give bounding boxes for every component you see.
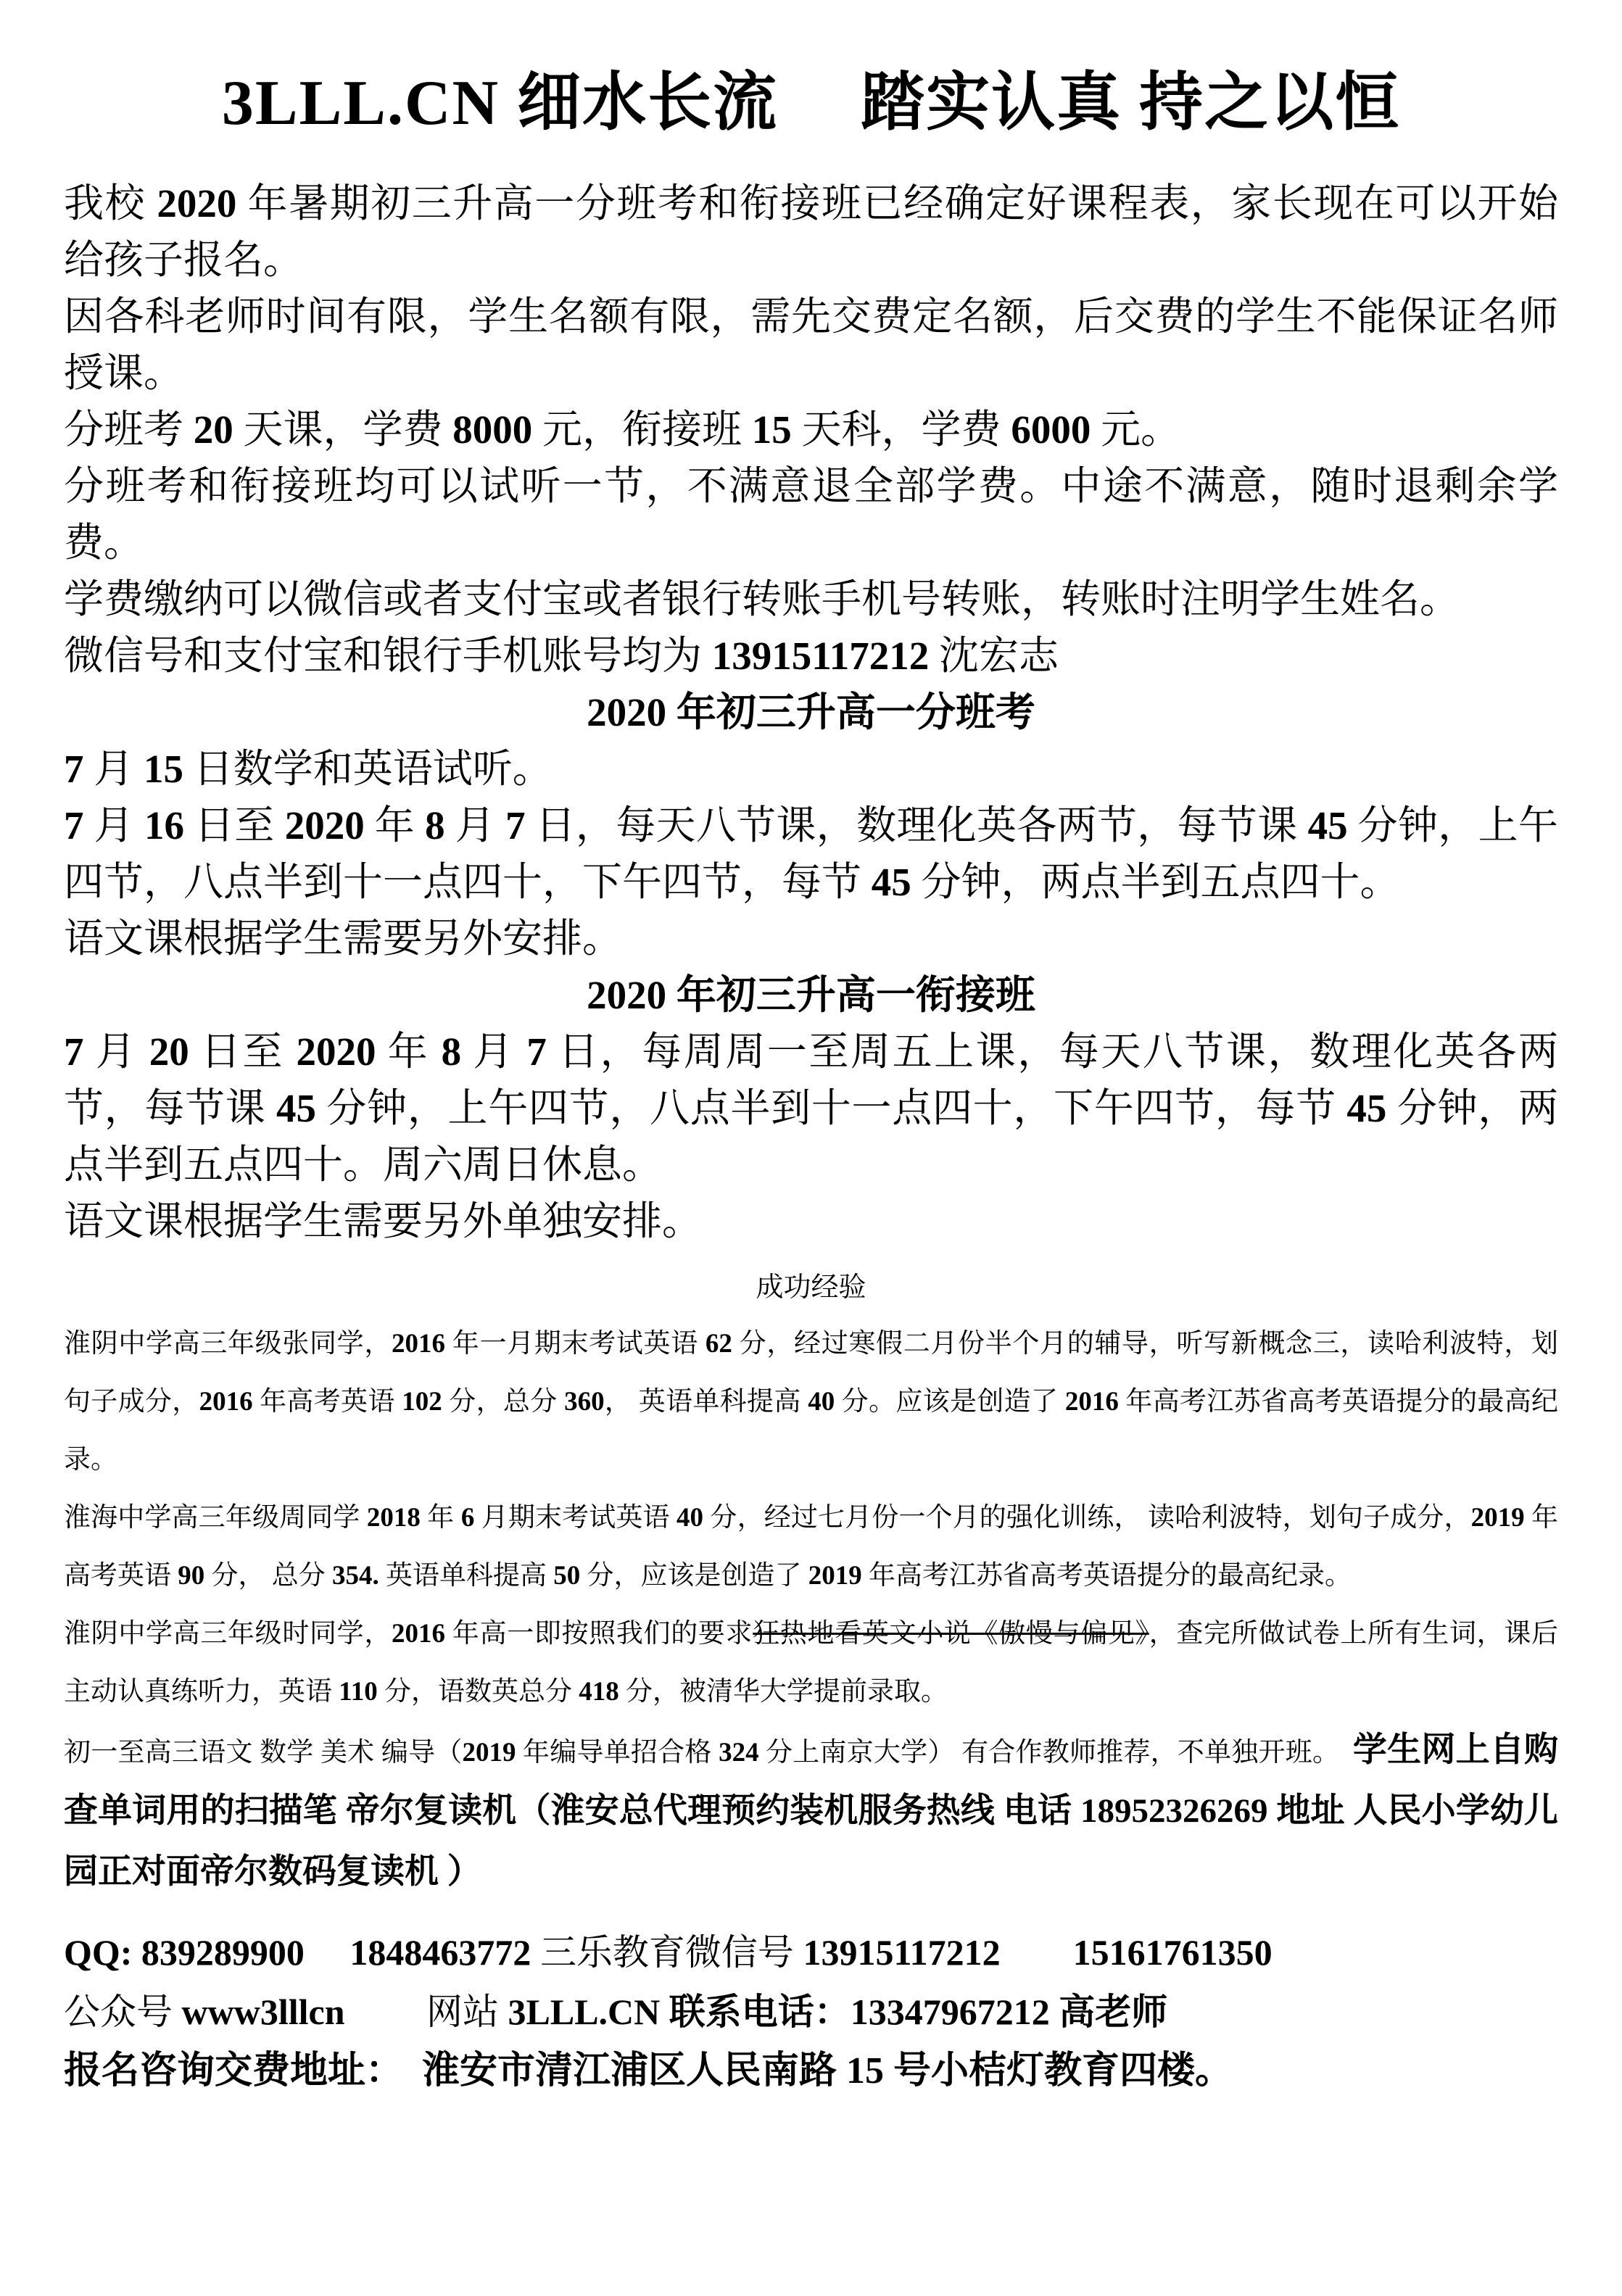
paragraph-trial-date <box>64 741 1558 797</box>
text-run: 年一月期末考试英语 <box>444 1329 706 1359</box>
paragraph-enrollment <box>64 175 1558 289</box>
text-run: 6 <box>460 1503 475 1533</box>
text-run: 报名咨询交费地址： 淮安市清江浦区人民南路 15 号小桔灯教育四楼。 <box>64 2050 1233 2092</box>
text-run: 日，每天八节课，数理化英各两节，每节课 <box>525 803 1308 847</box>
text-run: 微信号和支付宝和银行手机账号均为 <box>64 634 712 678</box>
text-run: 淮阴中学高三年级时同学， <box>64 1619 392 1649</box>
paragraph-exam-schedule <box>64 797 1558 911</box>
text-run: 50 <box>553 1561 581 1591</box>
paragraph-success-case-2 <box>64 1489 1558 1605</box>
text-run: 2020 年初三升高一分班考 <box>587 690 1035 734</box>
text-run: 2020 <box>157 181 237 225</box>
text-run: 2020 <box>296 1029 376 1074</box>
text-run: 2020 年初三升高一衔接班 <box>587 973 1035 1017</box>
text-run: 2019 <box>1470 1503 1525 1533</box>
text-run: 日至 <box>189 1029 297 1074</box>
text-run: 6000 <box>1011 407 1091 452</box>
text-run: 15 <box>144 747 184 791</box>
text-run: 354. <box>332 1561 379 1591</box>
text-run: 8 <box>425 803 445 847</box>
text-run: 20 <box>193 407 233 452</box>
text-run: 月 <box>444 803 506 847</box>
paragraph-other-courses <box>64 1721 1558 1904</box>
contact-qq-line <box>64 1923 1558 1982</box>
text-run: 淮阴中学高三年级张同学， <box>64 1329 392 1359</box>
text-run: 7 <box>64 747 84 791</box>
text-run: 分， 总分 <box>204 1561 332 1591</box>
text-run: 因各科老师时间有限，学生名额有限，需先交费定名额，后交费的学生不能保证名师授课。 <box>64 294 1558 395</box>
text-run: 年高一即按照我们的要求 <box>444 1619 753 1649</box>
text-run: 2019 <box>462 1738 516 1767</box>
text-run: 3LLL.CN 细水长流 踏实认真 持之以恒 <box>221 68 1401 138</box>
paragraph-success-case-3 <box>64 1605 1558 1721</box>
text-run: 初一至高三语文 数学 美术 编导（ <box>64 1738 463 1767</box>
paragraph-chinese-note <box>64 911 1558 967</box>
text-run: 沈宏志 <box>929 634 1059 678</box>
text-run: 2020 <box>284 803 365 847</box>
text-run: 分钟，上午四节，八点半到十一点四十，下午四节，每节 <box>64 803 1558 904</box>
text-run: 45 <box>276 1086 316 1130</box>
text-run: 418 <box>579 1677 619 1707</box>
text-run: 月期末考试英语 <box>474 1503 677 1533</box>
text-run: 7 <box>64 1029 84 1074</box>
text-run: 45 <box>871 860 911 904</box>
text-run: 公众号 <box>64 1992 182 2032</box>
text-run: 40 <box>808 1387 835 1417</box>
text-run: 13915117212 <box>711 634 930 678</box>
text-run: 月 <box>83 1029 149 1074</box>
text-run: 110 <box>339 1677 378 1707</box>
section-heading-bridge-class <box>64 967 1558 1024</box>
text-run: 62 <box>705 1329 732 1359</box>
contact-address-line <box>64 2042 1558 2101</box>
text-run: 分钟，两点半到五点四十。周六周日休息。 <box>64 1086 1558 1187</box>
text-run: 联系电话：13347967212 高老师 <box>669 1992 1168 2032</box>
text-run: 分班考 <box>64 407 194 452</box>
text-run: 我校 <box>64 181 157 225</box>
text-run: 13915117212 15161761350 <box>803 1932 1273 1973</box>
text-run: 学费缴纳可以微信或者支付宝或者银行转账手机号转账，转账时注明学生姓名。 <box>64 577 1460 621</box>
text-run: 360 <box>564 1387 605 1417</box>
text-run: 元。 <box>1091 407 1181 452</box>
text-run: 语文课根据学生需要另外安排。 <box>64 916 623 961</box>
text-run: 分，被清华大学提前录取。 <box>618 1677 948 1707</box>
text-run: 324 <box>719 1738 759 1767</box>
text-run: 英语单科提高 <box>378 1561 554 1591</box>
text-run: 分，语数英总分 <box>377 1677 579 1707</box>
paragraph-chinese-note-2 <box>64 1193 1558 1250</box>
text-run: 2016 <box>1064 1387 1119 1417</box>
text-run: 2018 <box>366 1503 421 1533</box>
text-run: 天科，学费 <box>791 407 1011 452</box>
text-run: 年 <box>420 1503 461 1533</box>
text-run: 15 <box>751 407 792 452</box>
text-run: www3lllcn <box>181 1992 345 2032</box>
paragraph-success-case-1 <box>64 1315 1558 1489</box>
contact-web-line <box>64 1982 1558 2042</box>
text-run: 年高考江苏省高考英语提分的最高纪录。 <box>64 1387 1559 1475</box>
text-run: 年 <box>364 803 426 847</box>
text-run: 成功经验 <box>756 1272 866 1303</box>
text-run: 淮海中学高三年级周同学 <box>64 1503 367 1533</box>
paragraph-quota <box>64 289 1558 402</box>
paragraph-bridge-schedule <box>64 1024 1558 1193</box>
text-run: 分班考和衔接班均可以试听一节，不满意退全部学费。中途不满意，随时退剩余学费。 <box>64 464 1558 565</box>
paragraph-payment-account <box>64 628 1558 684</box>
section-heading-placement-exam <box>64 684 1558 741</box>
text-run: 40 <box>676 1503 704 1533</box>
text-run: 日至 <box>183 803 285 847</box>
text-run: 年高考英语 <box>252 1387 402 1417</box>
text-run: 分上南京大学） 有合作教师推荐，不单独开班。 <box>758 1738 1353 1767</box>
text-run: 三乐教育微信号 <box>539 1932 803 1973</box>
text-run: 年 <box>376 1029 442 1074</box>
text-run: 2019 <box>808 1561 862 1591</box>
text-run: ，查完所做试卷上所有生词，课后主动认真练听力，英语 <box>64 1619 1559 1707</box>
text-run: 3LLL.CN <box>508 1992 661 2032</box>
text-run: 90 <box>178 1561 205 1591</box>
text-run: 日，每周周一至周五上课，每天八节课，数理化英各两节，每节课 <box>64 1029 1558 1130</box>
text-run: 分钟，上午四节，八点半到十一点四十，下午四节，每节 <box>315 1086 1347 1130</box>
text-run: 年高考江苏省高考英语提分的最高纪录。 <box>861 1561 1352 1591</box>
text-run: 天课，学费 <box>233 407 453 452</box>
text-run: 18952326269 <box>1080 1792 1268 1830</box>
text-run: 分钟，两点半到五点四十。 <box>911 860 1400 904</box>
paragraph-refund <box>64 458 1558 571</box>
text-run: 地址 人民小学幼儿园正对面帝尔数码复读机 ） <box>64 1792 1559 1891</box>
text-run: 年编导单招合格 <box>516 1738 719 1767</box>
text-run: 8 <box>441 1029 462 1074</box>
text-run: 分，总分 <box>442 1387 565 1417</box>
section-heading-success <box>64 1260 1558 1315</box>
text-run: 20 <box>149 1029 189 1074</box>
text-run: 7 <box>505 803 526 847</box>
text-run: 分，应该是创造了 <box>580 1561 808 1591</box>
text-run: 7 <box>526 1029 547 1074</box>
text-run: 16 <box>144 803 184 847</box>
text-run: 年暑期初三升高一分班考和衔接班已经确定好课程表，家长现在可以开始给孩子报名。 <box>64 181 1558 282</box>
text-run: 102 <box>402 1387 442 1417</box>
text-run <box>660 1992 669 2032</box>
text-run: 8000 <box>452 407 533 452</box>
text-run: QQ: 839289900 1848463772 <box>64 1932 540 1973</box>
text-run: 7 <box>64 803 84 847</box>
text-run: 网站 <box>344 1992 508 2032</box>
text-run: 分，经过寒假二月份半个月的辅导，听写新概念三，读哈利波特，划句子成分， <box>64 1329 1559 1417</box>
text-run: ， 英语单科提高 <box>604 1387 808 1417</box>
text-run: 2016 <box>391 1329 445 1359</box>
text-run: 月 <box>461 1029 527 1074</box>
text-run: 2016 <box>199 1387 253 1417</box>
paragraph-payment <box>64 571 1558 628</box>
text-run: 月 <box>83 803 144 847</box>
paragraph-fees <box>64 402 1558 458</box>
text-run: 2016 <box>391 1619 445 1649</box>
text-run: 日数学和英语试听。 <box>183 747 553 791</box>
text-run: 语文课根据学生需要另外单独安排。 <box>64 1199 703 1243</box>
text-run: 学生网上自购查单词用的扫描笔 帝尔复读机（淮安总代理预约装机服务热线 电话 <box>64 1731 1559 1830</box>
text-run: 狂热地看英文小说《傲慢与偏见》 <box>753 1619 1149 1649</box>
text-run: 元，衔接班 <box>532 407 752 452</box>
text-run: 年高考英语 <box>64 1503 1559 1591</box>
text-run: 45 <box>1307 803 1348 847</box>
document-title <box>64 49 1558 158</box>
text-run: 月 <box>83 747 144 791</box>
text-run: 分。应该是创造了 <box>835 1387 1065 1417</box>
text-run: 45 <box>1346 1086 1387 1130</box>
text-run: 分，经过七月份一个月的强化训练， 读哈利波特，划句子成分， <box>703 1503 1471 1533</box>
